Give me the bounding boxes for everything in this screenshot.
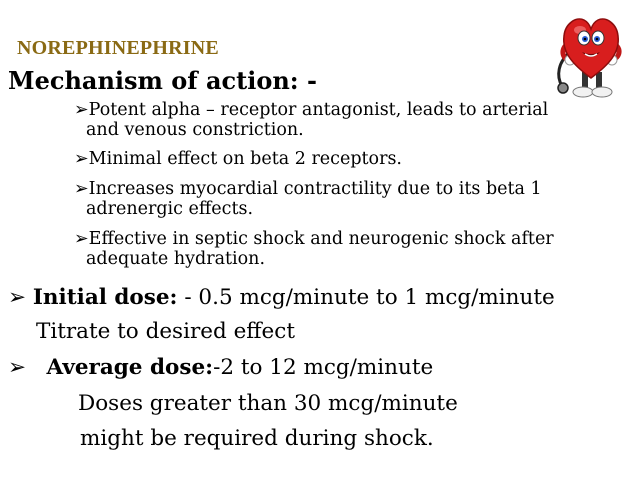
initial-dose-note: Titrate to desired effect	[36, 319, 295, 344]
mechanism-point-1	[74, 100, 548, 140]
mechanism-point-4	[74, 229, 554, 269]
heart-doctor-mascot-icon	[552, 6, 630, 102]
bullet-arrow-icon: ➢	[74, 149, 89, 169]
mechanism-point-3	[74, 179, 542, 219]
point-text: Effective in septic shock and neurogenic shock after	[88, 229, 554, 249]
bullet-arrow-icon: ➢	[8, 355, 27, 380]
bullet-arrow-icon: ➢	[74, 100, 89, 120]
mechanism-heading: Mechanism of action: -	[8, 66, 317, 95]
point-text-continued: adequate hydration.	[86, 249, 266, 269]
average-dose-line	[8, 355, 433, 381]
point-text-continued: adrenergic effects.	[86, 199, 254, 219]
point-text: Increases myocardial contractility due to its beta 1	[88, 179, 542, 199]
bullet-arrow-icon: ➢	[74, 179, 89, 199]
initial-dose-line	[8, 285, 555, 311]
mechanism-point-2	[74, 149, 402, 169]
point-text: Minimal effect on beta 2 receptors.	[88, 149, 402, 169]
bullet-arrow-icon: ➢	[74, 229, 89, 249]
initial-dose-label: Initial dose:	[32, 285, 178, 310]
average-dose-note-2: might be required during shock.	[80, 426, 434, 451]
average-dose-value: -2 to 12 mcg/minute	[213, 355, 434, 380]
point-text: Potent alpha – receptor antagonist, leads to arterial	[88, 100, 549, 120]
average-dose-label: Average dose:	[46, 355, 214, 380]
average-dose-note-1: Doses greater than 30 mcg/minute	[78, 391, 458, 416]
slide-title: NOREPHINEPHRINE	[17, 37, 219, 59]
point-text-continued: and venous constriction.	[86, 120, 304, 140]
initial-dose-value: - 0.5 mcg/minute to 1 mcg/minute	[177, 285, 555, 310]
bullet-arrow-icon: ➢	[8, 285, 27, 310]
